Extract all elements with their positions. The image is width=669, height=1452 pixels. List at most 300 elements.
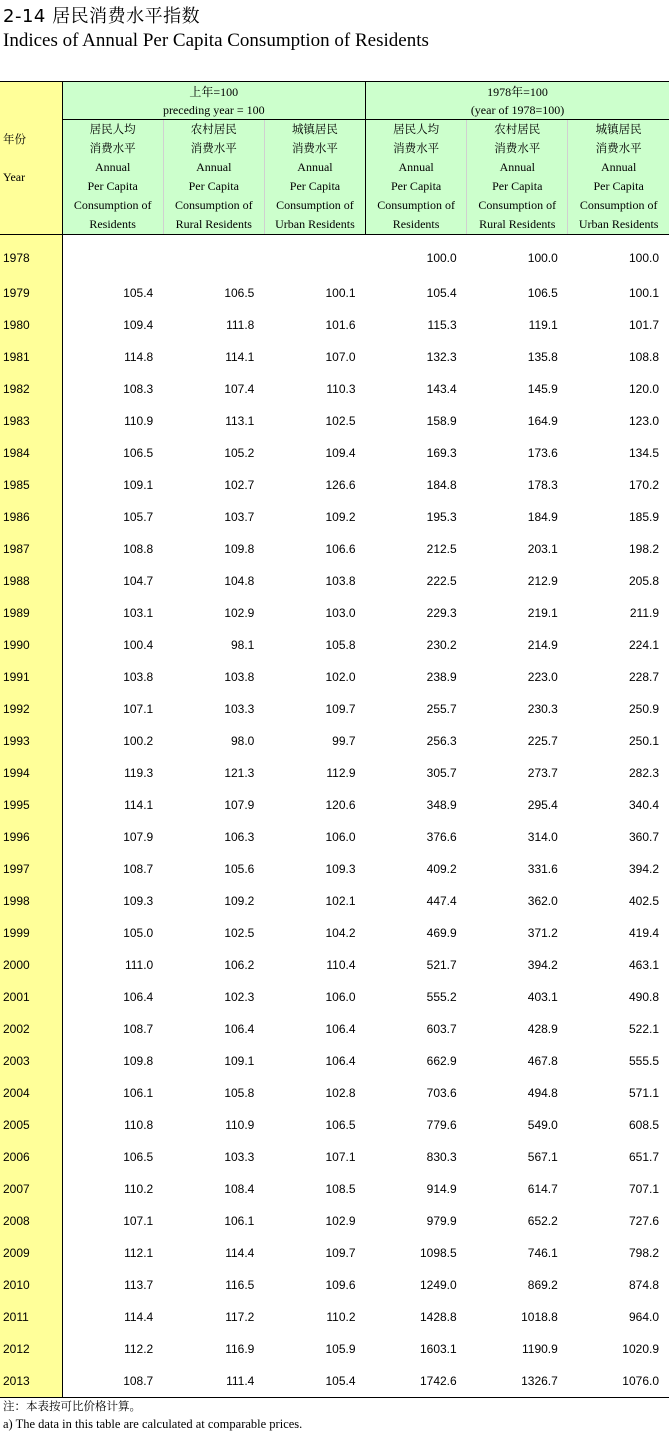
value-cell-base-1978-rural: 145.9	[527, 382, 558, 396]
value-cell-base-1978-urban: 250.9	[628, 702, 659, 716]
col-header-line: 消费水平	[291, 141, 338, 155]
value-cell-base-1978-all: 1249.0	[419, 1278, 457, 1292]
value-cell-preceding-year-rural: 109.8	[224, 542, 255, 556]
year-cell: 2001	[0, 981, 62, 1013]
value-cell-base-1978-urban: 123.0	[628, 414, 659, 428]
col-header-line: Urban Residents	[275, 217, 355, 231]
value-cell-base-1978-rural: 428.9	[527, 1022, 558, 1036]
value-cell-base-1978-rural: 119.1	[528, 318, 558, 332]
header-group-row	[0, 82, 669, 120]
table-row	[0, 1237, 669, 1269]
value-cell-base-1978-urban: 394.2	[628, 862, 659, 876]
value-cell-base-1978-all: 555.2	[426, 990, 457, 1004]
value-cell-preceding-year-all: 107.9	[123, 830, 154, 844]
value-cell-base-1978-all: 195.3	[426, 510, 457, 524]
value-cell-preceding-year-urban: 109.6	[325, 1278, 356, 1292]
value-cell-base-1978-urban: 964.0	[628, 1310, 659, 1324]
value-cell-base-1978-all: 255.7	[426, 702, 457, 716]
table-row	[0, 341, 669, 373]
value-cell-base-1978-urban: 651.7	[628, 1150, 659, 1164]
table-row	[0, 565, 669, 597]
year-cell: 2006	[0, 1141, 62, 1173]
table-row	[0, 405, 669, 437]
value-cell-preceding-year-rural: 116.9	[225, 1342, 255, 1356]
value-cell-base-1978-urban: 419.4	[628, 926, 659, 940]
value-cell-base-1978-all: 169.3	[426, 446, 457, 460]
col-header-base-rural	[467, 120, 568, 235]
year-cell: 1999	[0, 917, 62, 949]
value-cell-base-1978-urban: 522.1	[628, 1022, 659, 1036]
value-cell-preceding-year-all: 108.7	[123, 862, 154, 876]
table-row	[0, 501, 669, 533]
value-cell-base-1978-urban: 170.2	[628, 478, 659, 492]
value-cell-preceding-year-urban: 102.1	[325, 894, 356, 908]
year-cell: 2003	[0, 1045, 62, 1077]
table-row	[0, 1013, 669, 1045]
value-cell-preceding-year-all: 110.8	[124, 1118, 154, 1132]
col-header-line: Rural Residents	[479, 217, 556, 231]
value-cell-base-1978-urban: 707.1	[628, 1182, 659, 1196]
col-header-line: 农村居民	[190, 122, 237, 136]
header-column-row	[0, 120, 669, 235]
table-row	[0, 885, 669, 917]
value-cell-base-1978-all: 212.5	[426, 542, 457, 556]
value-cell-base-1978-urban: 108.8	[628, 350, 659, 364]
table-row	[0, 533, 669, 565]
value-cell-base-1978-urban: 555.5	[628, 1054, 659, 1068]
col-header-py-all	[62, 120, 163, 235]
value-cell-base-1978-urban: 100.0	[628, 251, 659, 265]
year-cell: 1991	[0, 661, 62, 693]
value-cell-preceding-year-all: 103.1	[123, 606, 154, 620]
year-cell: 1996	[0, 821, 62, 853]
year-cell: 2011	[0, 1301, 62, 1333]
table-row	[0, 949, 669, 981]
value-cell-preceding-year-urban: 110.4	[326, 958, 356, 972]
value-cell-preceding-year-all: 111.0	[124, 958, 154, 972]
table-row	[0, 597, 669, 629]
value-cell-base-1978-rural: 135.8	[527, 350, 558, 364]
value-cell-preceding-year-rural: 111.8	[226, 318, 255, 332]
col-header-line: Annual	[398, 160, 434, 174]
value-cell-base-1978-all: 662.9	[426, 1054, 457, 1068]
col-header-line: Consumption of	[73, 198, 152, 212]
year-cell: 1989	[0, 597, 62, 629]
value-cell-preceding-year-urban: 103.8	[325, 574, 356, 588]
year-cell: 1986	[0, 501, 62, 533]
value-cell-base-1978-all: 105.4	[426, 286, 457, 300]
year-cell: 1985	[0, 469, 62, 501]
value-cell-base-1978-urban: 134.5	[628, 446, 659, 460]
col-header-py-urban	[264, 120, 365, 235]
value-cell-preceding-year-all: 109.1	[123, 478, 154, 492]
value-cell-base-1978-all: 376.6	[426, 830, 457, 844]
year-cell: 1992	[0, 693, 62, 725]
value-cell-base-1978-rural: 1018.8	[521, 1310, 558, 1324]
value-cell-base-1978-all: 979.9	[426, 1214, 457, 1228]
col-header-line: Rural Residents	[175, 217, 252, 231]
year-cell: 2007	[0, 1173, 62, 1205]
consumption-index-table	[0, 81, 669, 1398]
value-cell-base-1978-urban: 463.1	[628, 958, 659, 972]
value-cell-preceding-year-rural: 103.3	[224, 702, 255, 716]
value-cell-preceding-year-rural: 98.1	[231, 638, 255, 652]
value-cell-preceding-year-all: 105.7	[123, 510, 154, 524]
col-header-line: 消费水平	[393, 141, 440, 155]
value-cell-preceding-year-all: 109.8	[123, 1054, 154, 1068]
col-header-line: 居民人均	[89, 122, 136, 136]
value-cell-preceding-year-urban: 105.9	[325, 1342, 356, 1356]
value-cell-preceding-year-all: 114.4	[124, 1310, 154, 1324]
value-cell-base-1978-urban: 282.3	[628, 766, 659, 780]
value-cell-preceding-year-rural: 106.2	[224, 958, 255, 972]
value-cell-base-1978-rural: 273.7	[527, 766, 558, 780]
value-cell-preceding-year-urban: 103.0	[325, 606, 356, 620]
value-cell-base-1978-urban: 1020.9	[622, 1342, 659, 1356]
value-cell-base-1978-urban: 211.9	[629, 606, 659, 620]
year-cell: 1984	[0, 437, 62, 469]
col-header-line: Annual	[499, 160, 535, 174]
value-cell-preceding-year-rural: 102.9	[224, 606, 255, 620]
col-header-line: 消费水平	[494, 141, 541, 155]
table-row	[0, 1141, 669, 1173]
value-cell-preceding-year-all: 105.0	[123, 926, 154, 940]
value-cell-base-1978-all: 1428.8	[419, 1310, 457, 1324]
value-cell-base-1978-rural: 652.2	[527, 1214, 558, 1228]
table-row	[0, 1333, 669, 1365]
footnote-en: a) The data in this table are calculated at comparable prices.	[3, 1417, 303, 1431]
value-cell-preceding-year-rural: 103.8	[224, 670, 255, 684]
value-cell-preceding-year-urban: 109.2	[325, 510, 356, 524]
table-row	[0, 789, 669, 821]
year-cell: 2008	[0, 1205, 62, 1237]
year-cell: 1994	[0, 757, 62, 789]
value-cell-base-1978-rural: 219.1	[527, 606, 558, 620]
value-cell-base-1978-rural: 746.1	[527, 1246, 558, 1260]
title-cn: 2-14 居民消费水平指数	[3, 6, 201, 27]
year-cell: 2010	[0, 1269, 62, 1301]
table-row	[0, 1205, 669, 1237]
value-cell-preceding-year-urban: 101.6	[325, 318, 356, 332]
value-cell-preceding-year-urban: 102.0	[325, 670, 356, 684]
value-cell-base-1978-all: 143.4	[426, 382, 457, 396]
value-cell-preceding-year-all: 106.4	[123, 990, 154, 1004]
value-cell-preceding-year-rural: 103.7	[224, 510, 255, 524]
value-cell-base-1978-all: 348.9	[426, 798, 457, 812]
col-header-base-urban	[568, 120, 669, 235]
col-header-line: Per Capita	[188, 179, 239, 193]
value-cell-preceding-year-urban: 110.3	[326, 382, 356, 396]
value-cell-preceding-year-rural: 114.1	[225, 350, 255, 364]
value-cell-preceding-year-rural: 109.1	[224, 1054, 255, 1068]
table-row	[0, 437, 669, 469]
value-cell-preceding-year-all: 106.5	[123, 1150, 154, 1164]
table-row	[0, 757, 669, 789]
value-cell-preceding-year-rural: 107.4	[224, 382, 255, 396]
year-cell: 1982	[0, 373, 62, 405]
value-cell-preceding-year-urban: 109.7	[325, 702, 356, 716]
table-row	[0, 853, 669, 885]
title-en: Indices of Annual Per Capita Consumption of Residents	[3, 30, 429, 51]
value-cell-base-1978-urban: 798.2	[628, 1246, 659, 1260]
year-cell: 1981	[0, 341, 62, 373]
value-cell-preceding-year-urban: 106.5	[325, 1118, 356, 1132]
table-row	[0, 1109, 669, 1141]
year-cell: 2009	[0, 1237, 62, 1269]
value-cell-preceding-year-rural: 106.1	[224, 1214, 255, 1228]
value-cell-base-1978-all: 230.2	[426, 638, 457, 652]
value-cell-preceding-year-urban: 106.0	[325, 830, 356, 844]
value-cell-preceding-year-rural: 109.2	[224, 894, 255, 908]
value-cell-base-1978-all: 409.2	[426, 862, 457, 876]
value-cell-base-1978-urban: 874.8	[628, 1278, 659, 1292]
value-cell-base-1978-all: 1603.1	[419, 1342, 457, 1356]
value-cell-base-1978-rural: 549.0	[527, 1118, 558, 1132]
value-cell-preceding-year-all: 114.8	[124, 350, 154, 364]
table-row	[0, 661, 669, 693]
value-cell-base-1978-rural: 212.9	[527, 574, 558, 588]
value-cell-base-1978-all: 830.3	[426, 1150, 457, 1164]
value-cell-base-1978-urban: 205.8	[628, 574, 659, 588]
value-cell-base-1978-urban: 340.4	[628, 798, 659, 812]
value-cell-preceding-year-all: 112.1	[124, 1246, 154, 1260]
value-cell-preceding-year-urban: 106.4	[325, 1022, 356, 1036]
year-header	[0, 82, 62, 235]
value-cell-preceding-year-urban: 112.9	[326, 766, 356, 780]
value-cell-preceding-year-all: 110.9	[124, 414, 154, 428]
value-cell-preceding-year-all: 103.8	[123, 670, 154, 684]
value-cell-base-1978-rural: 614.7	[527, 1182, 558, 1196]
year-cell: 1995	[0, 789, 62, 821]
value-cell-base-1978-urban: 727.6	[628, 1214, 659, 1228]
col-header-line: Residents	[392, 217, 440, 231]
value-cell-base-1978-rural: 394.2	[527, 958, 558, 972]
group-header-base-1978-en: (year of 1978=100)	[470, 102, 565, 117]
value-cell-preceding-year-urban: 109.3	[325, 862, 356, 876]
value-cell-base-1978-all: 238.9	[426, 670, 457, 684]
table-row	[0, 1269, 669, 1301]
value-cell-preceding-year-rural: 102.7	[224, 478, 255, 492]
group-header-base-1978-cn: 1978年=100	[487, 84, 548, 99]
value-cell-preceding-year-all: 106.1	[123, 1086, 154, 1100]
value-cell-preceding-year-rural: 107.9	[224, 798, 255, 812]
col-header-line: Consumption of	[276, 198, 354, 212]
value-cell-base-1978-rural: 467.8	[527, 1054, 558, 1068]
value-cell-base-1978-rural: 494.8	[527, 1086, 558, 1100]
value-cell-preceding-year-urban	[264, 235, 365, 278]
value-cell-base-1978-all: 132.3	[426, 350, 457, 364]
value-cell-base-1978-rural: 567.1	[527, 1150, 558, 1164]
value-cell-base-1978-all: 1742.6	[366, 1365, 467, 1398]
col-header-line: Per Capita	[289, 179, 341, 193]
value-cell-base-1978-urban: 608.5	[628, 1118, 659, 1132]
value-cell-preceding-year-all: 108.7	[62, 1365, 163, 1398]
table-row	[0, 629, 669, 661]
value-cell-preceding-year-urban: 100.1	[325, 286, 356, 300]
col-header-line: 消费水平	[190, 141, 237, 155]
value-cell-preceding-year-urban: 106.4	[325, 1054, 356, 1068]
group-header-preceding-year-cn: 上年=100	[189, 84, 239, 99]
value-cell-base-1978-urban: 228.7	[628, 670, 659, 684]
col-header-line: Urban Residents	[578, 217, 659, 231]
value-cell-base-1978-urban: 402.5	[628, 894, 659, 908]
table-row	[0, 277, 669, 309]
value-cell-preceding-year-rural: 113.1	[225, 414, 255, 428]
value-cell-preceding-year-rural: 117.2	[225, 1310, 255, 1324]
col-header-line: Consumption of	[377, 198, 455, 212]
value-cell-base-1978-all: 703.6	[426, 1086, 457, 1100]
year-cell: 1983	[0, 405, 62, 437]
value-cell-preceding-year-all: 104.7	[123, 574, 154, 588]
col-header-line: 消费水平	[595, 141, 642, 155]
year-header-cn: 年份	[3, 132, 26, 146]
value-cell-base-1978-all: 305.7	[426, 766, 457, 780]
value-cell-base-1978-urban: 101.7	[628, 318, 659, 332]
value-cell-preceding-year-all: 112.2	[124, 1342, 154, 1356]
col-header-line: Per Capita	[390, 179, 442, 193]
value-cell-base-1978-rural: 331.6	[527, 862, 558, 876]
value-cell-preceding-year-urban: 102.9	[325, 1214, 356, 1228]
value-cell-preceding-year-rural: 102.3	[224, 990, 255, 1004]
value-cell-preceding-year-rural: 121.3	[224, 766, 255, 780]
value-cell-preceding-year-urban: 108.5	[325, 1182, 356, 1196]
col-header-line: Per Capita	[593, 179, 644, 193]
value-cell-base-1978-urban: 1076.0	[568, 1365, 669, 1398]
value-cell-preceding-year-urban: 109.4	[325, 446, 356, 460]
value-cell-base-1978-rural: 178.3	[527, 478, 558, 492]
year-cell: 2000	[0, 949, 62, 981]
value-cell-preceding-year-urban: 99.7	[332, 734, 356, 748]
value-cell-base-1978-all: 158.9	[426, 414, 457, 428]
value-cell-base-1978-all: 115.3	[427, 318, 457, 332]
value-cell-preceding-year-rural: 106.4	[224, 1022, 255, 1036]
value-cell-preceding-year-rural: 105.6	[224, 862, 255, 876]
table-row	[0, 725, 669, 757]
value-cell-base-1978-all: 603.7	[426, 1022, 457, 1036]
value-cell-base-1978-urban: 490.8	[628, 990, 659, 1004]
year-cell: 1988	[0, 565, 62, 597]
value-cell-preceding-year-rural: 110.9	[225, 1118, 255, 1132]
year-cell: 1990	[0, 629, 62, 661]
value-cell-base-1978-urban: 120.0	[628, 382, 659, 396]
value-cell-preceding-year-all: 106.5	[123, 446, 154, 460]
table-row	[0, 469, 669, 501]
group-header-preceding-year-en: preceding year = 100	[162, 102, 265, 117]
year-cell: 2002	[0, 1013, 62, 1045]
group-header-base-1978	[366, 82, 669, 120]
value-cell-base-1978-rural: 100.0	[527, 251, 558, 265]
value-cell-preceding-year-all: 105.4	[123, 286, 154, 300]
value-cell-preceding-year-rural: 116.5	[225, 1278, 255, 1292]
value-cell-preceding-year-all: 108.7	[123, 1022, 154, 1036]
value-cell-base-1978-rural: 106.5	[527, 286, 558, 300]
value-cell-preceding-year-urban: 102.5	[325, 414, 356, 428]
value-cell-base-1978-urban: 571.1	[628, 1086, 659, 1100]
year-cell: 1979	[0, 277, 62, 309]
value-cell-preceding-year-rural: 103.3	[224, 1150, 255, 1164]
table-row	[0, 981, 669, 1013]
value-cell-preceding-year-urban: 110.2	[326, 1310, 356, 1324]
value-cell-base-1978-rural: 1326.7	[467, 1365, 568, 1398]
value-cell-preceding-year-all: 109.4	[123, 318, 154, 332]
value-cell-preceding-year-all: 114.1	[124, 798, 154, 812]
value-cell-base-1978-rural: 184.9	[527, 510, 558, 524]
year-cell: 1978	[0, 235, 62, 278]
value-cell-preceding-year-all: 108.3	[123, 382, 154, 396]
col-header-line: Annual	[94, 160, 131, 174]
value-cell-base-1978-rural: 1190.9	[522, 1342, 558, 1356]
value-cell-preceding-year-rural: 98.0	[231, 734, 255, 748]
value-cell-base-1978-urban: 360.7	[628, 830, 659, 844]
year-cell: 2013	[0, 1365, 62, 1398]
value-cell-preceding-year-urban: 120.6	[325, 798, 356, 812]
col-header-line: Annual	[600, 160, 637, 174]
year-cell: 2005	[0, 1109, 62, 1141]
col-header-line: Annual	[297, 160, 333, 174]
col-header-line: 消费水平	[89, 141, 136, 155]
value-cell-base-1978-all: 100.0	[426, 251, 457, 265]
col-header-line: Consumption of	[478, 198, 557, 212]
value-cell-preceding-year-rural: 104.8	[224, 574, 255, 588]
value-cell-preceding-year-urban: 105.8	[325, 638, 356, 652]
value-cell-preceding-year-all: 110.2	[124, 1182, 154, 1196]
year-cell: 1980	[0, 309, 62, 341]
col-header-line: Annual	[196, 160, 232, 174]
value-cell-preceding-year-all: 119.3	[124, 766, 154, 780]
value-cell-base-1978-urban: 198.2	[628, 542, 659, 556]
value-cell-preceding-year-rural: 106.5	[224, 286, 255, 300]
value-cell-base-1978-urban: 100.1	[628, 286, 659, 300]
table-row	[0, 1173, 669, 1205]
value-cell-base-1978-rural: 164.9	[527, 414, 558, 428]
value-cell-base-1978-rural: 223.0	[527, 670, 558, 684]
value-cell-preceding-year-urban: 106.0	[325, 990, 356, 1004]
value-cell-base-1978-urban: 250.1	[628, 734, 659, 748]
value-cell-preceding-year-urban: 126.6	[325, 478, 356, 492]
value-cell-base-1978-rural: 295.4	[527, 798, 558, 812]
value-cell-base-1978-all: 447.4	[426, 894, 457, 908]
col-header-line: 居民人均	[393, 122, 440, 136]
value-cell-base-1978-all: 779.6	[426, 1118, 457, 1132]
table-row	[0, 373, 669, 405]
value-cell-preceding-year-urban: 104.2	[325, 926, 356, 940]
year-cell: 1997	[0, 853, 62, 885]
value-cell-base-1978-all: 222.5	[426, 574, 457, 588]
col-header-line: Per Capita	[492, 179, 543, 193]
table-row	[0, 821, 669, 853]
col-header-line: Residents	[89, 217, 136, 231]
value-cell-preceding-year-rural: 102.5	[224, 926, 255, 940]
value-cell-base-1978-urban: 185.9	[628, 510, 659, 524]
table-row	[0, 235, 669, 278]
value-cell-preceding-year-all: 100.4	[123, 638, 154, 652]
year-cell: 1998	[0, 885, 62, 917]
value-cell-base-1978-all: 256.3	[426, 734, 457, 748]
value-cell-preceding-year-all: 109.3	[123, 894, 154, 908]
col-header-py-rural	[163, 120, 264, 235]
year-header-en: Year	[3, 170, 26, 184]
value-cell-preceding-year-rural: 111.4	[163, 1365, 264, 1398]
value-cell-preceding-year-all	[62, 235, 163, 278]
value-cell-base-1978-rural: 230.3	[527, 702, 558, 716]
value-cell-base-1978-all: 184.8	[426, 478, 457, 492]
value-cell-preceding-year-rural: 105.2	[224, 446, 255, 460]
value-cell-base-1978-all: 914.9	[426, 1182, 457, 1196]
value-cell-preceding-year-all: 107.1	[123, 702, 154, 716]
value-cell-base-1978-rural: 362.0	[527, 894, 558, 908]
value-cell-base-1978-rural: 173.6	[527, 446, 558, 460]
value-cell-preceding-year-all: 100.2	[123, 734, 154, 748]
